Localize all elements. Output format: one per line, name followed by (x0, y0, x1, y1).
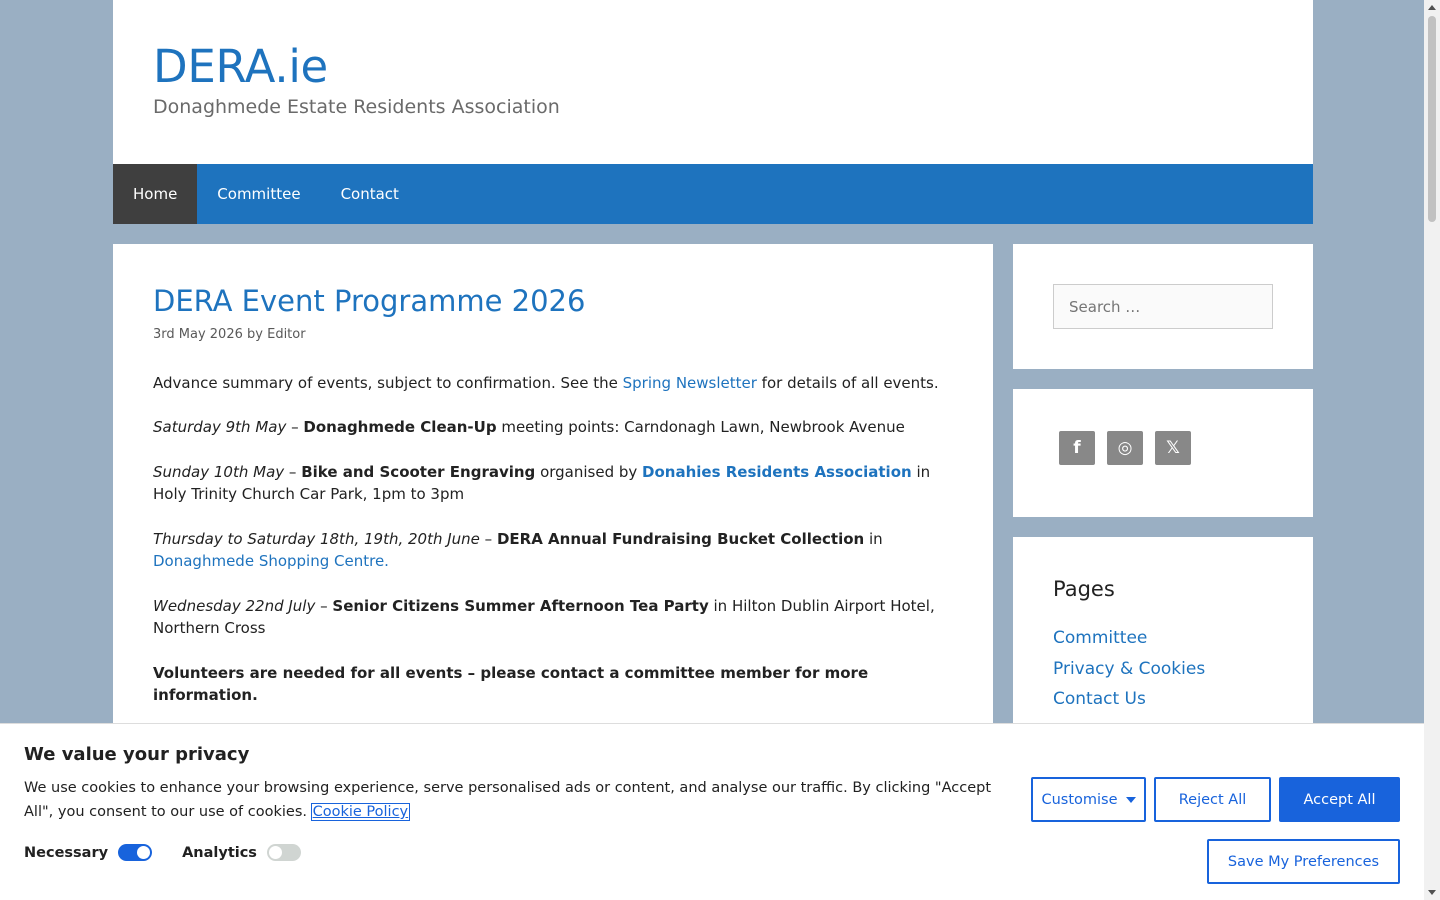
post-title[interactable]: DERA Event Programme 2026 (153, 284, 586, 318)
main-navigation (113, 164, 1313, 224)
pages-widget-title: Pages (1053, 577, 1115, 601)
search-widget (1013, 244, 1313, 369)
social-widget (1013, 389, 1313, 517)
site-container (113, 0, 1313, 709)
customise-label: Customise (1041, 791, 1118, 808)
cookie-policy-link[interactable]: Cookie Policy (312, 804, 409, 820)
pages-item-privacy[interactable]: Privacy & Cookies (1053, 658, 1206, 679)
customise-button[interactable] (1031, 777, 1146, 822)
instagram-icon[interactable]: ◎ (1107, 431, 1143, 465)
necessary-toggle[interactable] (118, 844, 152, 861)
event-date: Thursday to Saturday 18th, 19th, 20th June (153, 529, 480, 548)
event-title: DERA Annual Fundraising Bucket Collection (496, 529, 865, 548)
volunteers-text: Volunteers are needed for all events – please contact a committee member for more information. (153, 663, 869, 705)
cookie-toggles (24, 844, 1400, 861)
event-sep: – (284, 462, 302, 481)
accept-all-button[interactable]: Accept All (1279, 777, 1400, 822)
event-sep: – (315, 596, 333, 615)
save-preferences-button[interactable]: Save My Preferences (1207, 839, 1400, 884)
event-text: in (864, 529, 883, 548)
post-meta (153, 327, 953, 342)
event-date: Wednesday 22nd July (153, 596, 316, 615)
spring-newsletter-link[interactable]: Spring Newsletter (622, 373, 757, 392)
event-text: organised by (535, 462, 643, 481)
caret-down-icon (1126, 797, 1136, 803)
donahies-residents-link[interactable]: Donahies Residents Association (642, 462, 912, 481)
analytics-toggle[interactable] (267, 844, 301, 861)
post-author[interactable]: Editor (267, 326, 306, 342)
shopping-centre-link[interactable]: Donaghmede Shopping Centre. (153, 552, 389, 571)
cookie-text-body: We use cookies to enhance your browsing experience, serve personalised ads or content, and analyse our traffic. By clicking "Accept All", you consent to our use of cookies. (24, 780, 992, 820)
search-input[interactable] (1053, 284, 1273, 329)
pages-list (1053, 623, 1273, 715)
nav-item-home[interactable]: Home (113, 164, 197, 224)
event-text-after: in Holy Trinity Church Car Park, 1pm to 3pm (153, 462, 931, 504)
event-text: in Hilton Dublin Airport Hotel, Northern Cross (153, 596, 935, 638)
event-date: Saturday 9th May (153, 418, 287, 437)
event-item (153, 595, 953, 640)
cookie-banner-title: We value your privacy (24, 744, 250, 765)
post-body (153, 372, 953, 707)
facebook-icon[interactable]: f (1059, 431, 1095, 465)
event-sep: – (286, 418, 304, 437)
site-title[interactable]: DERA.ie (153, 40, 328, 93)
post-by: by (247, 326, 263, 342)
event-date: Sunday 10th May (153, 462, 285, 481)
event-item (153, 416, 953, 439)
post-intro (153, 372, 953, 395)
event-title: Senior Citizens Summer Afternoon Tea Party (332, 596, 709, 615)
event-title: Bike and Scooter Engraving (301, 462, 536, 481)
volunteers-note (153, 662, 953, 707)
page-scrollbar[interactable] (1424, 0, 1440, 900)
scrollbar-thumb[interactable] (1428, 16, 1436, 222)
intro-text: Advance summary of events, subject to confirmation. See the (153, 373, 623, 392)
scroll-up-arrow-icon[interactable] (1428, 5, 1436, 10)
site-header (113, 0, 1313, 164)
analytics-label: Analytics (182, 844, 257, 861)
post-date[interactable]: 3rd May 2026 (153, 326, 243, 342)
cookie-banner-text (24, 776, 1019, 824)
event-item (153, 528, 953, 573)
cookie-consent-banner (0, 723, 1424, 900)
event-sep: – (479, 529, 497, 548)
necessary-label: Necessary (24, 844, 109, 861)
event-title: Donaghmede Clean-Up (303, 418, 497, 437)
event-item (153, 461, 953, 506)
nav-item-committee[interactable]: Committee (217, 185, 301, 203)
intro-text-after: for details of all events. (756, 373, 939, 392)
reject-all-button[interactable]: Reject All (1154, 777, 1271, 822)
pages-item-contact-us[interactable]: Contact Us (1053, 689, 1146, 709)
event-text: meeting points: Carndonagh Lawn, Newbrook Avenue (496, 418, 905, 437)
site-description: Donaghmede Estate Residents Association (153, 96, 560, 118)
scroll-down-arrow-icon[interactable] (1428, 890, 1436, 895)
x-twitter-icon[interactable]: 𝕏 (1155, 431, 1191, 465)
pages-item-committee[interactable]: Committee (1053, 628, 1148, 648)
nav-item-contact[interactable]: Contact (340, 185, 399, 203)
